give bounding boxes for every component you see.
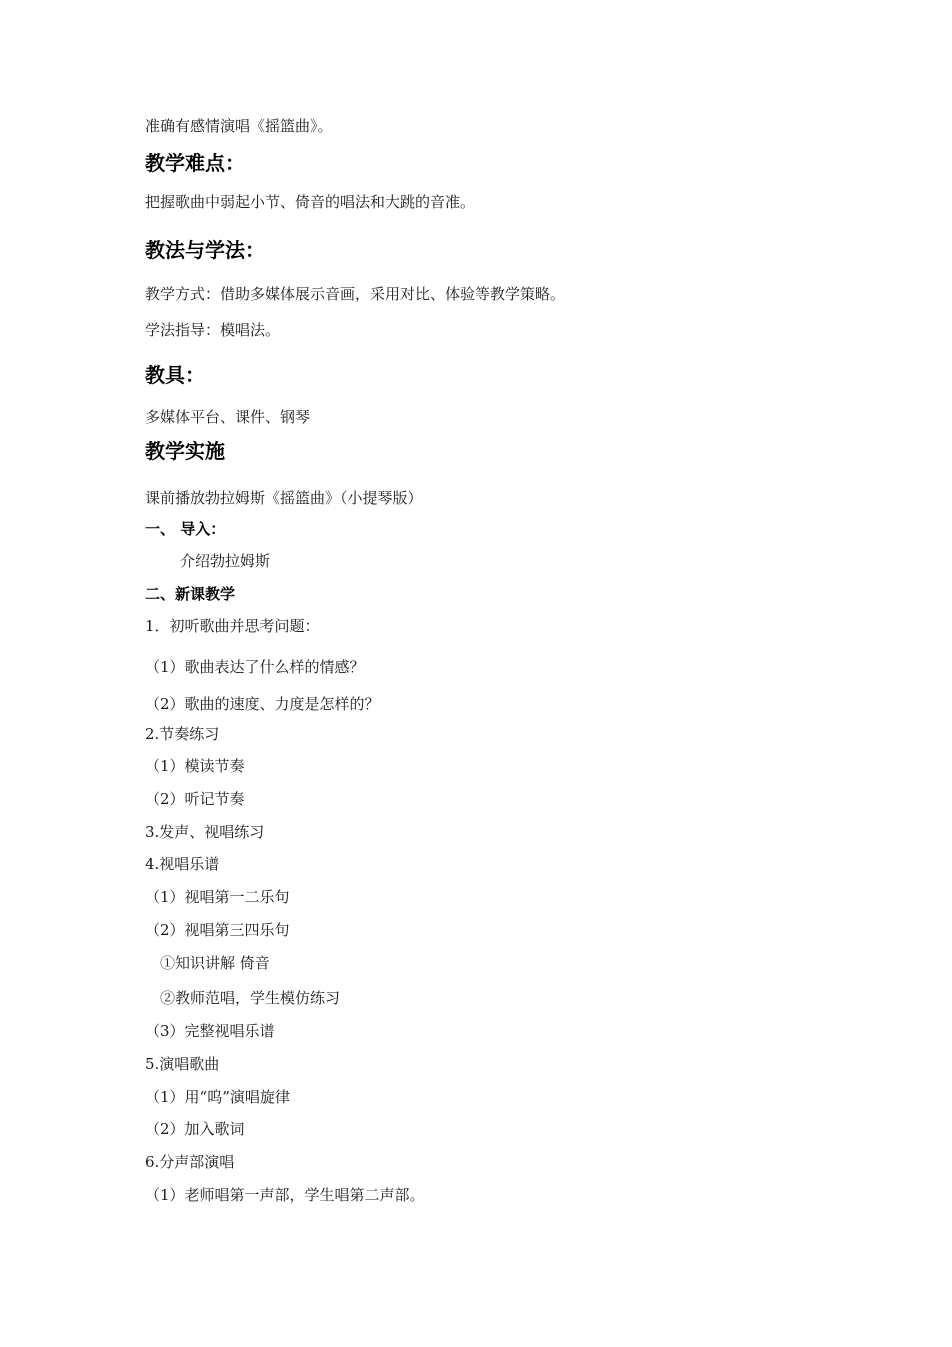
list-item: （1）模读节奏	[145, 757, 245, 775]
list-item: 3.发声、视唱练习	[145, 823, 265, 841]
methods-heading: 教法与学法：	[145, 238, 265, 262]
intro-line: 准确有感情演唱《摇篮曲》。	[145, 117, 333, 135]
list-item: ①知识讲解 倚音	[160, 954, 270, 972]
list-item: （2）歌曲的速度、力度是怎样的？	[145, 695, 380, 713]
list-item: （2）视唱第三四乐句	[145, 921, 290, 939]
pre-class-text: 课前播放勃拉姆斯《摇篮曲》（小提琴版）	[145, 489, 423, 507]
list-item: 4.视唱乐谱	[145, 855, 220, 873]
tools-heading: 教具：	[145, 363, 205, 387]
list-item: （2）听记节奏	[145, 790, 245, 808]
list-item: 2.节奏练习	[145, 725, 220, 743]
list-item: （1）视唱第一二乐句	[145, 888, 290, 906]
list-item: （1）老师唱第一声部，学生唱第二声部。	[145, 1186, 425, 1204]
section1-heading: 一、 导入：	[145, 520, 226, 538]
teaching-method-text: 教学方式：借助多媒体展示音画，采用对比、体验等教学策略。	[145, 285, 566, 303]
list-item: （2）加入歌词	[145, 1120, 245, 1138]
list-item: 1．初听歌曲并思考问题：	[145, 617, 320, 635]
list-item: ②教师范唱，学生模仿练习	[160, 989, 341, 1007]
list-item: 5.演唱歌曲	[145, 1055, 220, 1073]
list-item: （1）用“呜”演唱旋律	[145, 1088, 290, 1106]
implementation-heading: 教学实施	[145, 439, 225, 463]
list-item: 6.分声部演唱	[145, 1153, 235, 1171]
list-item: （1）歌曲表达了什么样的情感？	[145, 658, 365, 676]
difficulty-text: 把握歌曲中弱起小节、倚音的唱法和大跳的音准。	[145, 193, 476, 211]
difficulty-heading: 教学难点：	[145, 151, 245, 175]
section1-text: 介绍勃拉姆斯	[180, 552, 271, 570]
section2-heading: 二、新课教学	[145, 585, 236, 603]
tools-text: 多媒体平台、课件、钢琴	[145, 408, 311, 426]
list-item: （3）完整视唱乐谱	[145, 1022, 275, 1040]
learning-method-text: 学法指导：模唱法。	[145, 321, 281, 339]
